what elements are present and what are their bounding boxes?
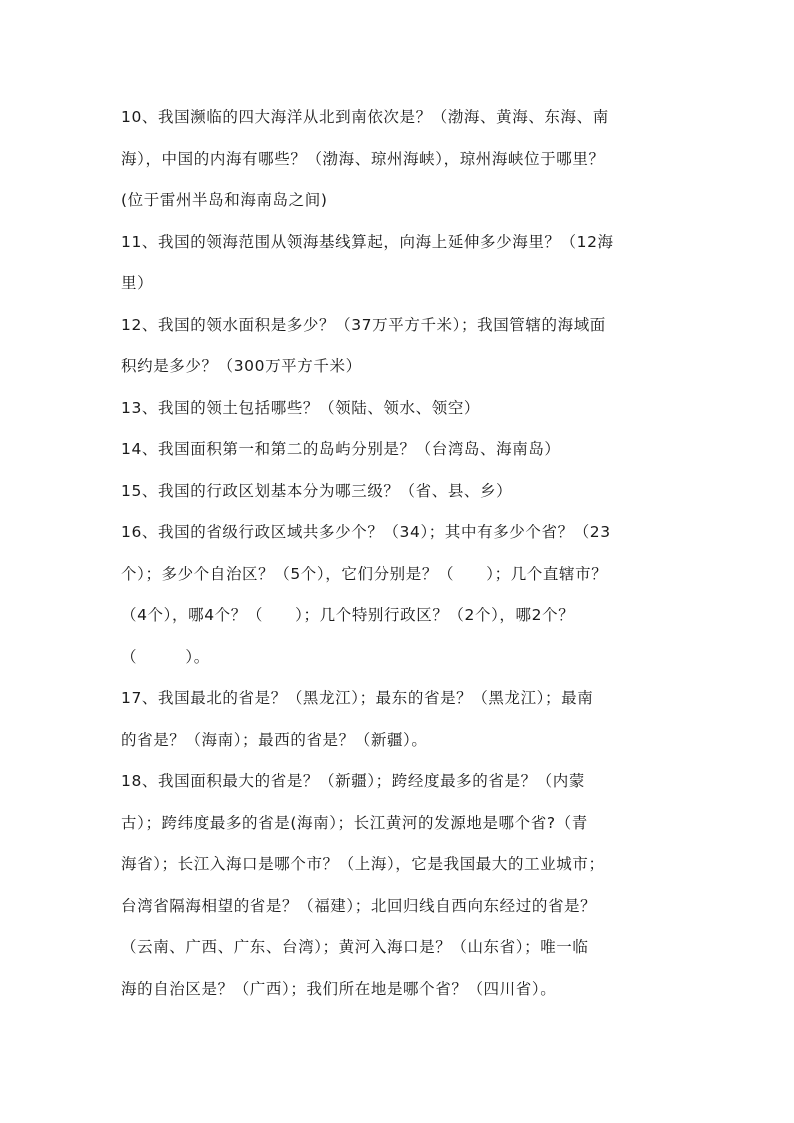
text-line: 14、我国面积第一和第二的岛屿分别是？（台湾岛、海南岛） bbox=[121, 440, 561, 458]
text-line: 12、我国的领水面积是多少？（37万平方千米）；我国管辖的海域面 bbox=[121, 315, 606, 334]
document-body bbox=[121, 97, 681, 1010]
text-line: 的省是？（海南）；最西的省是？（新疆）。 bbox=[121, 730, 428, 749]
text-line: 11、我国的领海范围从领海基线算起，向海上延伸多少海里？（12海 bbox=[121, 232, 614, 251]
text-line: 台湾省隔海相望的省是？（福建）；北回归线自西向东经过的省是？ bbox=[121, 896, 597, 915]
text-line: 15、我国的行政区划基本分为哪三级？（省、县、乡） bbox=[121, 481, 513, 500]
text-line: 18、我国面积最大的省是？（新疆）；跨经度最多的省是？（内蒙 bbox=[121, 772, 585, 790]
text-line: (位于雷州半岛和海南岛之间) bbox=[121, 191, 328, 209]
text-line: （4个），哪4个？（ ）；几个特别行政区？（2个），哪2个？ bbox=[121, 606, 575, 624]
text-line: 13、我国的领土包括哪些？（领陆、领水、领空） bbox=[121, 398, 481, 417]
text-line: 积约是多少？（300万平方千米） bbox=[121, 357, 362, 375]
text-line: 10、我国濒临的四大海洋从北到南依次是？（渤海、黄海、东海、南 bbox=[121, 108, 609, 126]
text-line: （云南、广西、广东、台湾）；黄河入海口是？（山东省）；唯一临 bbox=[121, 938, 589, 956]
text-line: 古）；跨纬度最多的省是(海南）；长江黄河的发源地是哪个省?（青 bbox=[121, 813, 588, 832]
text-line: 海的自治区是？（广西）；我们所在地是哪个省？（四川省）。 bbox=[121, 979, 557, 998]
text-line: 17、我国最北的省是？（黑龙江）；最东的省是？（黑龙江）；最南 bbox=[121, 689, 594, 707]
text-line: 海），中国的内海有哪些？（渤海、琼州海峡），琼州海峡位于哪里？ bbox=[121, 149, 605, 168]
text-line: 海省）；长江入海口是哪个市？（上海），它是我国最大的工业城市； bbox=[121, 855, 605, 873]
text-line: （ ）。 bbox=[121, 647, 210, 666]
text-line: 个）；多少个自治区？（5个），它们分别是？（ ）；几个直辖市？ bbox=[121, 564, 608, 583]
text-line: 里） bbox=[121, 274, 154, 292]
text-line: 16、我国的省级行政区域共多少个？（34）；其中有多少个省？（23 bbox=[121, 523, 611, 541]
